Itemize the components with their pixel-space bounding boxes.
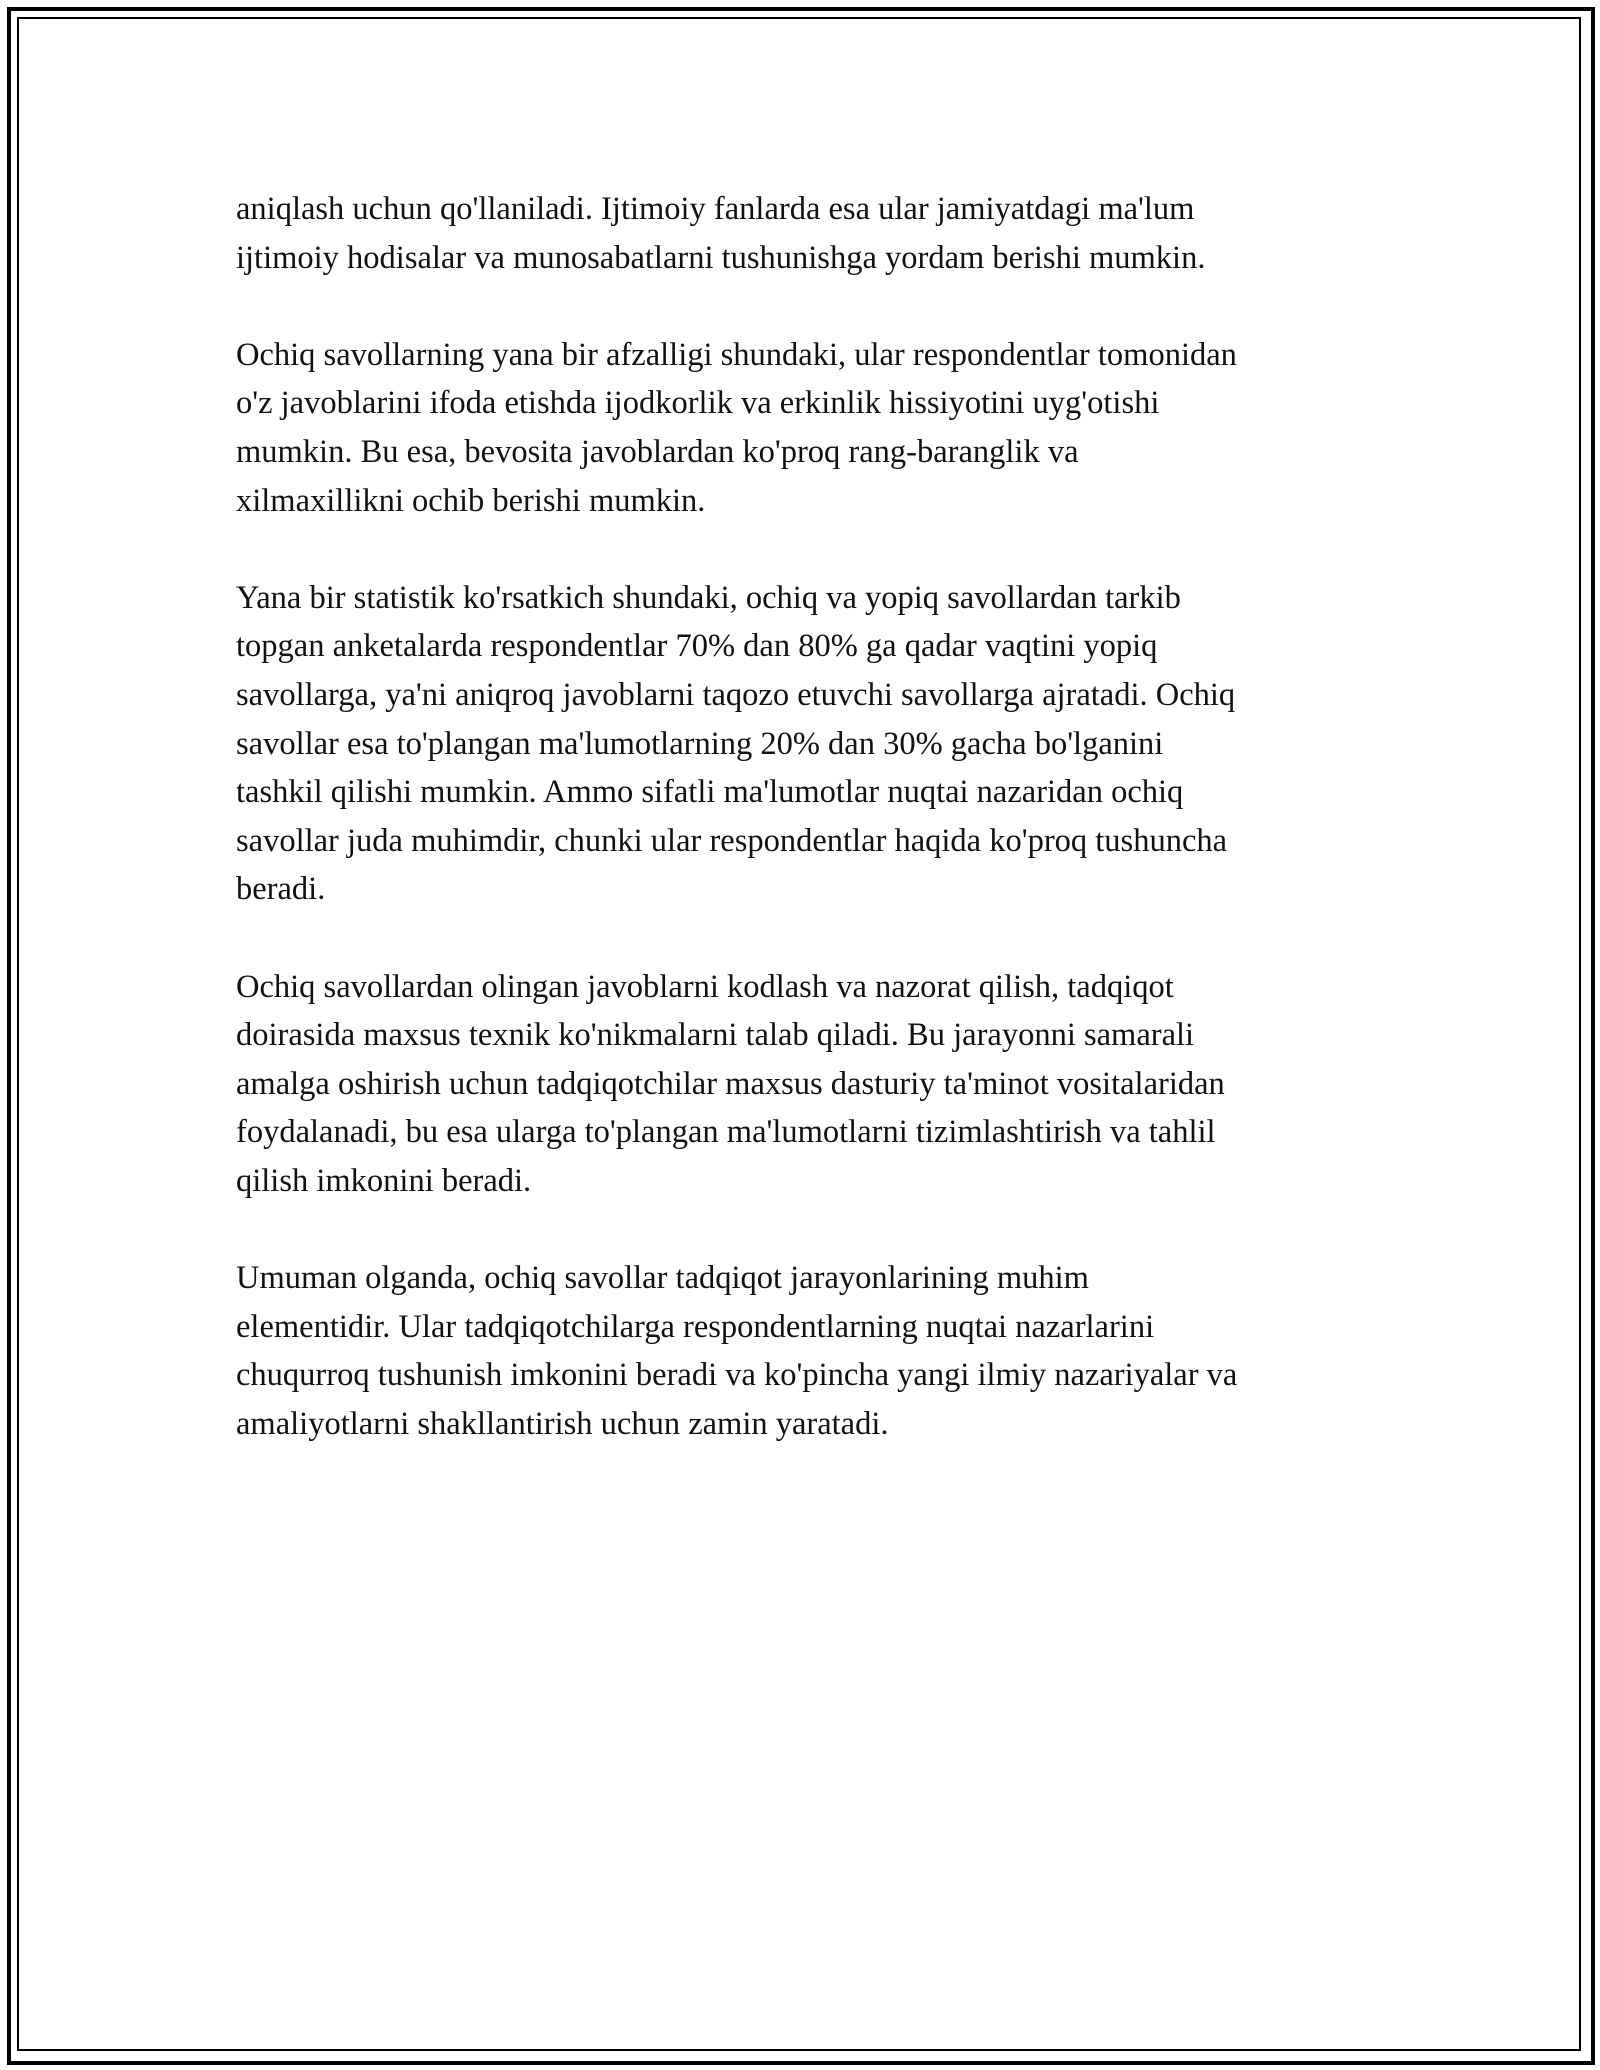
text-line: Yana bir statistik ko'rsatkich shundaki, ochiq va yopiq savollardan tarkib bbox=[236, 579, 1181, 616]
text-line: savollar juda muhimdir, chunki ular respondentlar haqida ko'proq tushuncha bbox=[236, 822, 1228, 859]
paragraph bbox=[236, 963, 1386, 1206]
text-line: amalga oshirish uchun tadqiqotchilar maxsus dasturiy ta'minot vositalaridan bbox=[236, 1065, 1225, 1102]
text-line: tashkil qilishi mumkin. Ammo sifatli ma'lumotlar nuqtai nazaridan ochiq bbox=[236, 774, 1184, 811]
paragraph bbox=[236, 1254, 1386, 1448]
text-line: beradi. bbox=[236, 871, 326, 908]
text-line: Ochiq savollarning yana bir afzalligi shundaki, ular respondentlar tomonidan bbox=[236, 336, 1237, 373]
text-line: qilish imkonini beradi. bbox=[236, 1162, 532, 1199]
text-line: savollar esa to'plangan ma'lumotlarning 20% dan 30% gacha bo'lganini bbox=[236, 725, 1164, 762]
text-line: doirasida maxsus texnik ko'nikmalarni talab qiladi. Bu jarayonni samarali bbox=[236, 1017, 1195, 1054]
text-line: Umuman olganda, ochiq savollar tadqiqot jarayonlarining muhim bbox=[236, 1260, 1089, 1297]
text-line: Ochiq savollardan olingan javoblarni kodlash va nazorat qilish, tadqiqot bbox=[236, 968, 1174, 1005]
paragraph bbox=[236, 574, 1386, 914]
text-line: elementidir. Ular tadqiqotchilarga respondentlarning nuqtai nazarlarini bbox=[236, 1308, 1155, 1345]
paragraph bbox=[236, 185, 1386, 282]
text-line: chuqurroq tushunish imkonini beradi va ko'pincha yangi ilmiy nazariyalar va bbox=[236, 1357, 1238, 1394]
paragraph bbox=[236, 331, 1386, 525]
text-line: aniqlash uchun qo'llaniladi. Ijtimoiy fanlarda esa ular jamiyatdagi ma'lum bbox=[236, 191, 1195, 227]
text-line: amaliyotlarni shakllantirish uchun zamin yaratadi. bbox=[236, 1405, 889, 1442]
text-line: xilmaxillikni ochib berishi mumkin. bbox=[236, 482, 706, 519]
text-line: ijtimoiy hodisalar va munosabatlarni tushunishga yordam berishi mumkin. bbox=[236, 239, 1206, 276]
document-body bbox=[236, 185, 1386, 1497]
text-line: foydalanadi, bu esa ularga to'plangan ma'lumotlarni tizimlashtirish va tahlil bbox=[236, 1114, 1216, 1151]
text-line: mumkin. Bu esa, bevosita javoblardan ko'proq rang-baranglik va bbox=[236, 433, 1079, 470]
text-line: savollarga, ya'ni aniqroq javoblarni taqozo etuvchi savollarga ajratadi. Ochiq bbox=[236, 676, 1236, 713]
text-line: o'z javoblarini ifoda etishda ijodkorlik va erkinlik hissiyotini uyg'otishi bbox=[236, 385, 1160, 422]
text-line: topgan anketalarda respondentlar 70% dan 80% ga qadar vaqtini yopiq bbox=[236, 628, 1158, 665]
